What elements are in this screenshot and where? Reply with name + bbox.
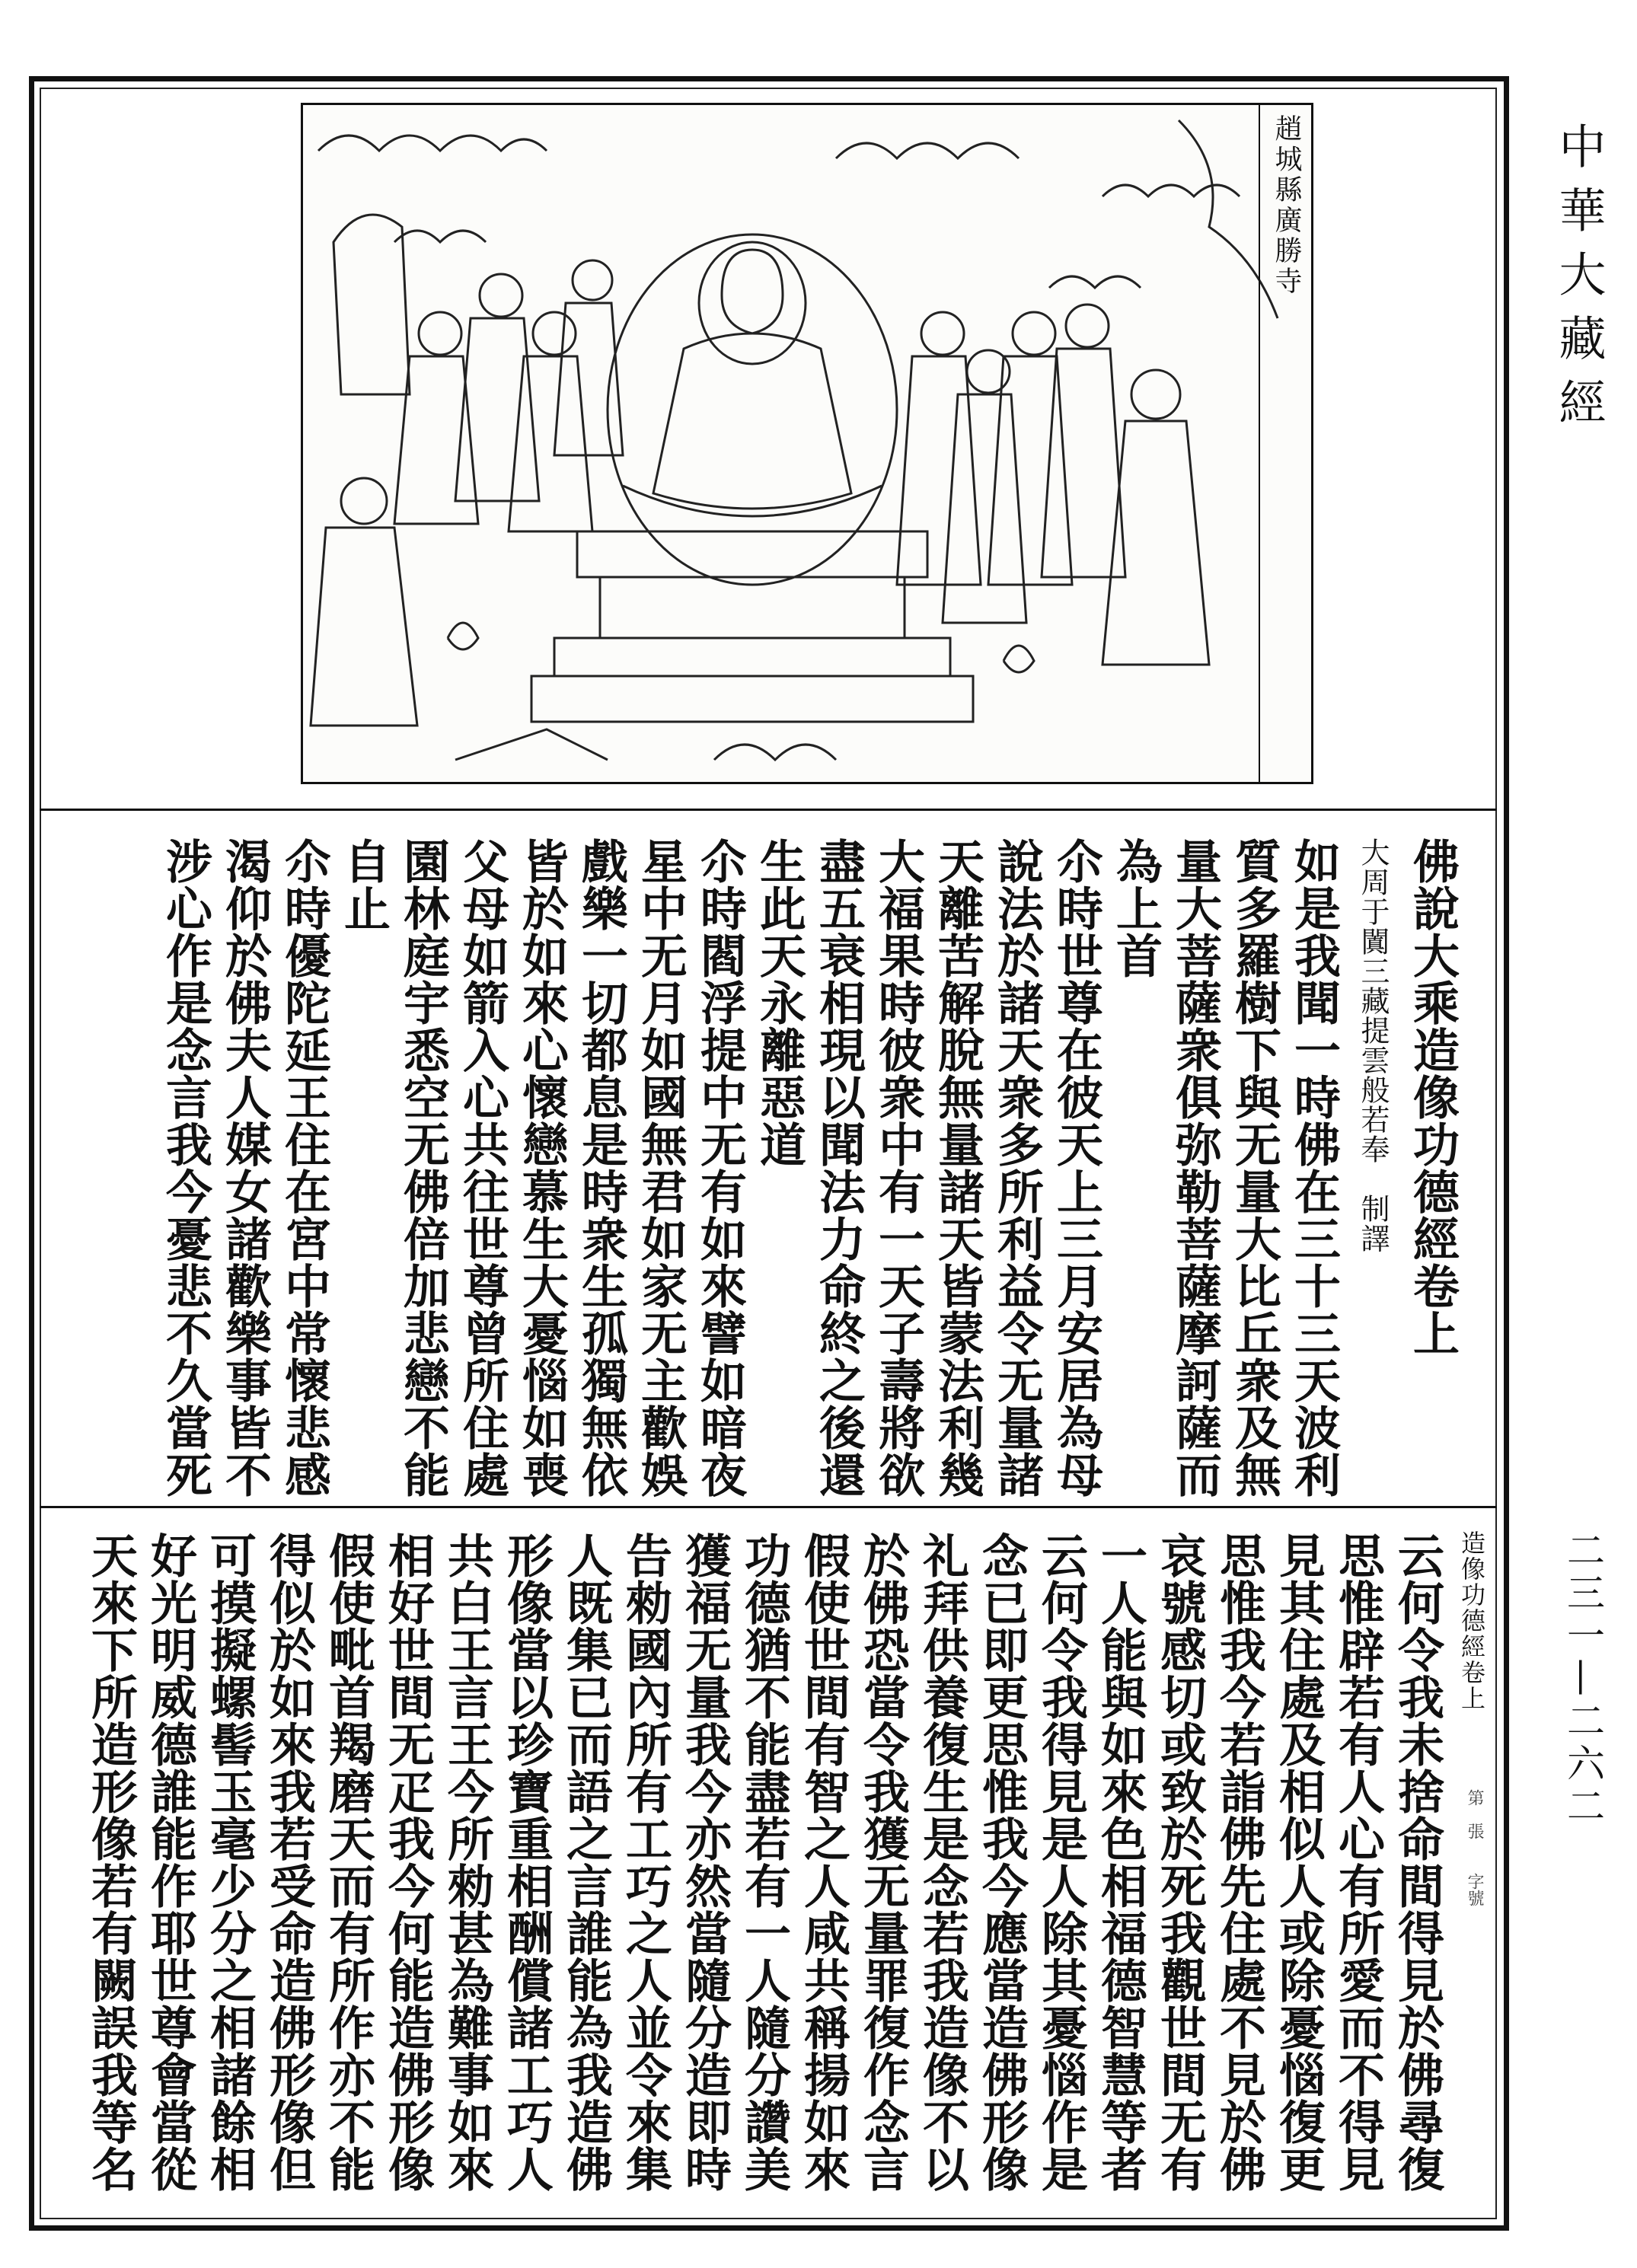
text-column: 渴仰於佛夫人媒女諸歡樂事皆不 bbox=[218, 837, 272, 1498]
text-column: 盡五衰相現以聞法力命終之後還 bbox=[812, 837, 866, 1498]
cloud-icon bbox=[836, 143, 1019, 158]
buddha-head-icon bbox=[722, 250, 783, 333]
text-column: 云何令我得見是人除其憂惱作是 bbox=[1034, 1532, 1088, 2193]
text-column: 假使世間有智之人咸共稱揚如來 bbox=[796, 1532, 850, 2193]
text-column: 質多羅樹下與无量大比丘衆及無 bbox=[1227, 837, 1281, 1498]
flame-icon bbox=[1004, 646, 1034, 672]
text-column: 思惟辟若有人心有所愛而不得見 bbox=[1331, 1532, 1385, 2193]
text-column: 尒時世尊在彼天上三月安居為母 bbox=[1049, 837, 1103, 1498]
flame-icon bbox=[448, 623, 478, 649]
text-column: 人既集已而語之言誰能為我造佛 bbox=[559, 1532, 613, 2193]
page-number: 二三一—二六二 bbox=[1561, 1530, 1605, 1829]
guardian-left-icon bbox=[333, 215, 410, 394]
text-column: 佛說大乘造像功德經卷上 bbox=[1406, 837, 1460, 1357]
plate-label: 趙城縣廣勝寺 bbox=[1271, 114, 1302, 297]
text-column: 告勑國內所有工巧之人並令來集 bbox=[618, 1532, 672, 2193]
text-column: 說法於諸天衆多所利益令无量諸 bbox=[990, 837, 1044, 1498]
series-title: 中華大藏經 bbox=[1551, 122, 1607, 442]
section-divider-lower bbox=[40, 1506, 1497, 1508]
text-column: 礼拜供養復生是念若我造像不以 bbox=[915, 1532, 969, 2193]
buddha-preaching-scene-icon bbox=[301, 103, 1313, 784]
cloud-icon bbox=[318, 136, 547, 151]
text-column: 一人能與如來色相福德智慧等者 bbox=[1093, 1532, 1147, 2193]
text-column: 共白王言王今所勑甚為難事如來 bbox=[440, 1532, 494, 2193]
head-halo-icon bbox=[699, 242, 806, 364]
text-column: 量大菩薩衆俱弥勒菩薩摩訶薩而 bbox=[1168, 837, 1222, 1498]
cloud-icon bbox=[1049, 276, 1141, 288]
text-column: 好光明威德誰能作耶世尊會當從 bbox=[143, 1532, 197, 2193]
monk-figures-right bbox=[897, 305, 1209, 665]
text-column: 為上首 bbox=[1109, 837, 1163, 979]
text-column: 思惟我今若詣佛先住處不見於佛 bbox=[1212, 1532, 1266, 2193]
text-column: 父母如箭入心共往世尊曾所住處 bbox=[455, 837, 509, 1498]
text-column: 見其住處及相似人或除憂惱復更 bbox=[1272, 1532, 1326, 2193]
cloud-icon bbox=[394, 231, 486, 242]
text-column: 天來下所造形像若有闕誤我等名 bbox=[84, 1532, 138, 2193]
text-column: 形像當以珍寶重相酬償諸工巧人 bbox=[499, 1532, 554, 2193]
translator-line: 大周于闐三藏提雲般若奉 制譯 bbox=[1356, 837, 1390, 1253]
text-column: 涉心作是念言我今憂悲不久當死 bbox=[158, 837, 212, 1498]
text-column: 星中无月如國無君如家无主歡娛 bbox=[633, 837, 688, 1498]
text-column: 可摸擬螺髻玉毫少分之相諸餘相 bbox=[203, 1532, 257, 2193]
illustration-drawing bbox=[303, 105, 1313, 784]
text-column: 如是我聞一時佛在三十三天波利 bbox=[1287, 837, 1341, 1498]
text-column: 天離苦解脫無量諸天皆蒙法利幾 bbox=[930, 837, 984, 1498]
text-column: 功德猶不能盡若有一人隨分讚美 bbox=[737, 1532, 791, 2193]
text-column: 尒時閻浮提中无有如來譬如暗夜 bbox=[693, 837, 747, 1498]
margin-note: 第 張 字號 bbox=[1465, 1789, 1484, 1906]
lower-text-block bbox=[69, 1532, 1447, 2202]
throne-icon bbox=[577, 531, 927, 577]
text-column: 自止 bbox=[337, 837, 391, 932]
section-divider-upper bbox=[40, 809, 1497, 811]
text-column: 大福果時彼衆中有一天子壽將欲 bbox=[871, 837, 925, 1498]
text-column: 獲福无量我今亦然當隨分造即時 bbox=[678, 1532, 732, 2193]
text-column: 園林庭宇悉空无佛倍加悲戀不能 bbox=[396, 837, 450, 1498]
text-column: 尒時優陀延王住在宮中常懷悲感 bbox=[277, 837, 331, 1498]
cloud-icon bbox=[714, 745, 836, 760]
monk-figures-left bbox=[311, 260, 623, 726]
text-column: 得似於如來我若受命造佛形像但 bbox=[262, 1532, 316, 2193]
middle-text-block bbox=[158, 837, 1462, 1498]
text-column: 戲樂一切都息是時衆生孤獨無依 bbox=[574, 837, 628, 1498]
text-column: 哀號感切或致於死我觀世間无有 bbox=[1153, 1532, 1207, 2193]
text-column: 念已即更思惟我今應當造佛形像 bbox=[975, 1532, 1029, 2193]
cloud-icon bbox=[1103, 185, 1240, 196]
text-column: 云何令我未捨命間得見於佛尋復 bbox=[1390, 1532, 1444, 2193]
text-column: 假使毗首羯磨天而有所作亦不能 bbox=[321, 1532, 375, 2193]
text-column: 相好世間无疋我今何能造佛形像 bbox=[381, 1532, 435, 2193]
text-column: 生此天永離惡道 bbox=[752, 837, 806, 1168]
buddha-robe-icon bbox=[653, 333, 851, 509]
text-column: 皆於如來心懷戀慕生大憂惱如喪 bbox=[515, 837, 569, 1498]
text-column: 於佛恐當令我獲无量罪復作念言 bbox=[856, 1532, 910, 2193]
margin-title: 造像功德經卷上 bbox=[1457, 1530, 1486, 1711]
